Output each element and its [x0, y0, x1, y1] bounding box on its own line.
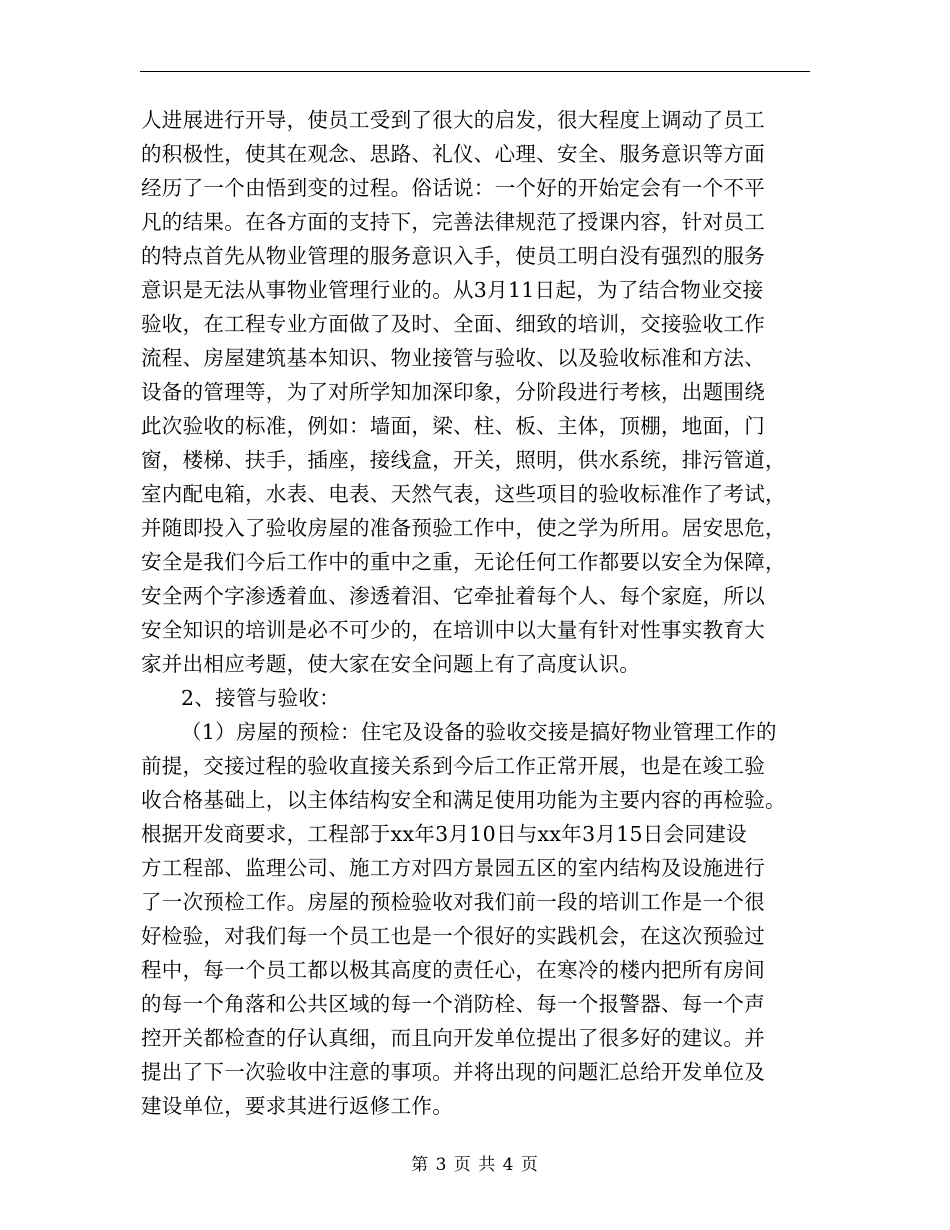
text-line: 的特点首先从物业管理的服务意识入手，使员工明白没有强烈的服务	[141, 244, 765, 268]
text-line: 好检验，对我们每一个员工也是一个很好的实践机会，在这次预验过	[141, 924, 765, 948]
text-line: 安全是我们今后工作中的重中之重，无论任何工作都要以安全为保障，	[141, 550, 786, 574]
text-line: 安全两个字渗透着血、渗透着泪、它牵扯着每个人、每个家庭，所以	[141, 584, 765, 608]
text-line: 建设单位，要求其进行返修工作。	[141, 1094, 453, 1118]
text-line: 流程、房屋建筑基本知识、物业接管与验收、以及验收标准和方法、	[141, 346, 765, 370]
document-body	[141, 103, 813, 1123]
page-number: 第 3 页 共 4 页	[411, 1155, 539, 1175]
text-line: 人进展进行开导，使员工受到了很大的启发，很大程度上调动了员工	[141, 108, 765, 132]
text-line: 凡的结果。在各方面的支持下，完善法律规范了授课内容，针对员工	[141, 210, 765, 234]
text-line: 提出了下一次验收中注意的事项。并将出现的问题汇总给开发单位及	[141, 1060, 765, 1084]
text-line: 控开关都检查的仔认真细，而且向开发单位提出了很多好的建议。并	[141, 1026, 765, 1050]
text-line: 并随即投入了验收房屋的准备预验工作中，使之学为所用。居安思危，	[141, 516, 786, 540]
text-line: 验收，在工程专业方面做了及时、全面、细致的培训，交接验收工作	[141, 312, 765, 336]
text-line: 根据开发商要求，工程部于xx年3月10日与xx年3月15日会同建设	[141, 822, 747, 846]
text-line: 意识是无法从事物业管理行业的。从3月11日起，为了结合物业交接	[141, 278, 764, 302]
text-line: 此次验收的标准，例如：墙面，梁、柱、板、主体，顶棚，地面，门	[141, 414, 765, 438]
section-heading: 2、接管与验收：	[181, 686, 340, 710]
text-line: 的每一个角落和公共区域的每一个消防栓、每一个报警器、每一个声	[141, 992, 765, 1016]
text-line: 程中，每一个员工都以极其高度的责任心，在寒冷的楼内把所有房间	[141, 958, 765, 982]
text-line: 窗，楼梯、扶手，插座，接线盒，开关，照明，供水系统，排污管道，	[141, 448, 786, 472]
text-line: 收合格基础上，以主体结构安全和满足使用功能为主要内容的再检验。	[141, 788, 786, 812]
text-line: 经历了一个由悟到变的过程。俗话说：一个好的开始定会有一个不平	[141, 176, 765, 200]
header-rule	[140, 71, 810, 72]
text-line: 设备的管理等，为了对所学知加深印象，分阶段进行考核，出题围绕	[141, 380, 765, 404]
text-line: 家并出相应考题，使大家在安全问题上有了高度认识。	[141, 652, 641, 676]
text-line: 安全知识的培训是必不可少的，在培训中以大量有针对性事实教育大	[141, 618, 765, 642]
text-line: 方工程部、监理公司、施工方对四方景园五区的室内结构及设施进行	[141, 856, 765, 880]
text-line: 的积极性，使其在观念、思路、礼仪、心理、安全、服务意识等方面	[141, 142, 765, 166]
text-line: 了一次预检工作。房屋的预检验收对我们前一段的培训工作是一个很	[141, 890, 765, 914]
text-line: （1）房屋的预检：住宅及设备的验收交接是搞好物业管理工作的	[181, 720, 777, 744]
text-line: 前提，交接过程的验收直接关系到今后工作正常开展，也是在竣工验	[141, 754, 765, 778]
text-line: 室内配电箱，水表、电表、天然气表，这些项目的验收标准作了考试，	[141, 482, 786, 506]
